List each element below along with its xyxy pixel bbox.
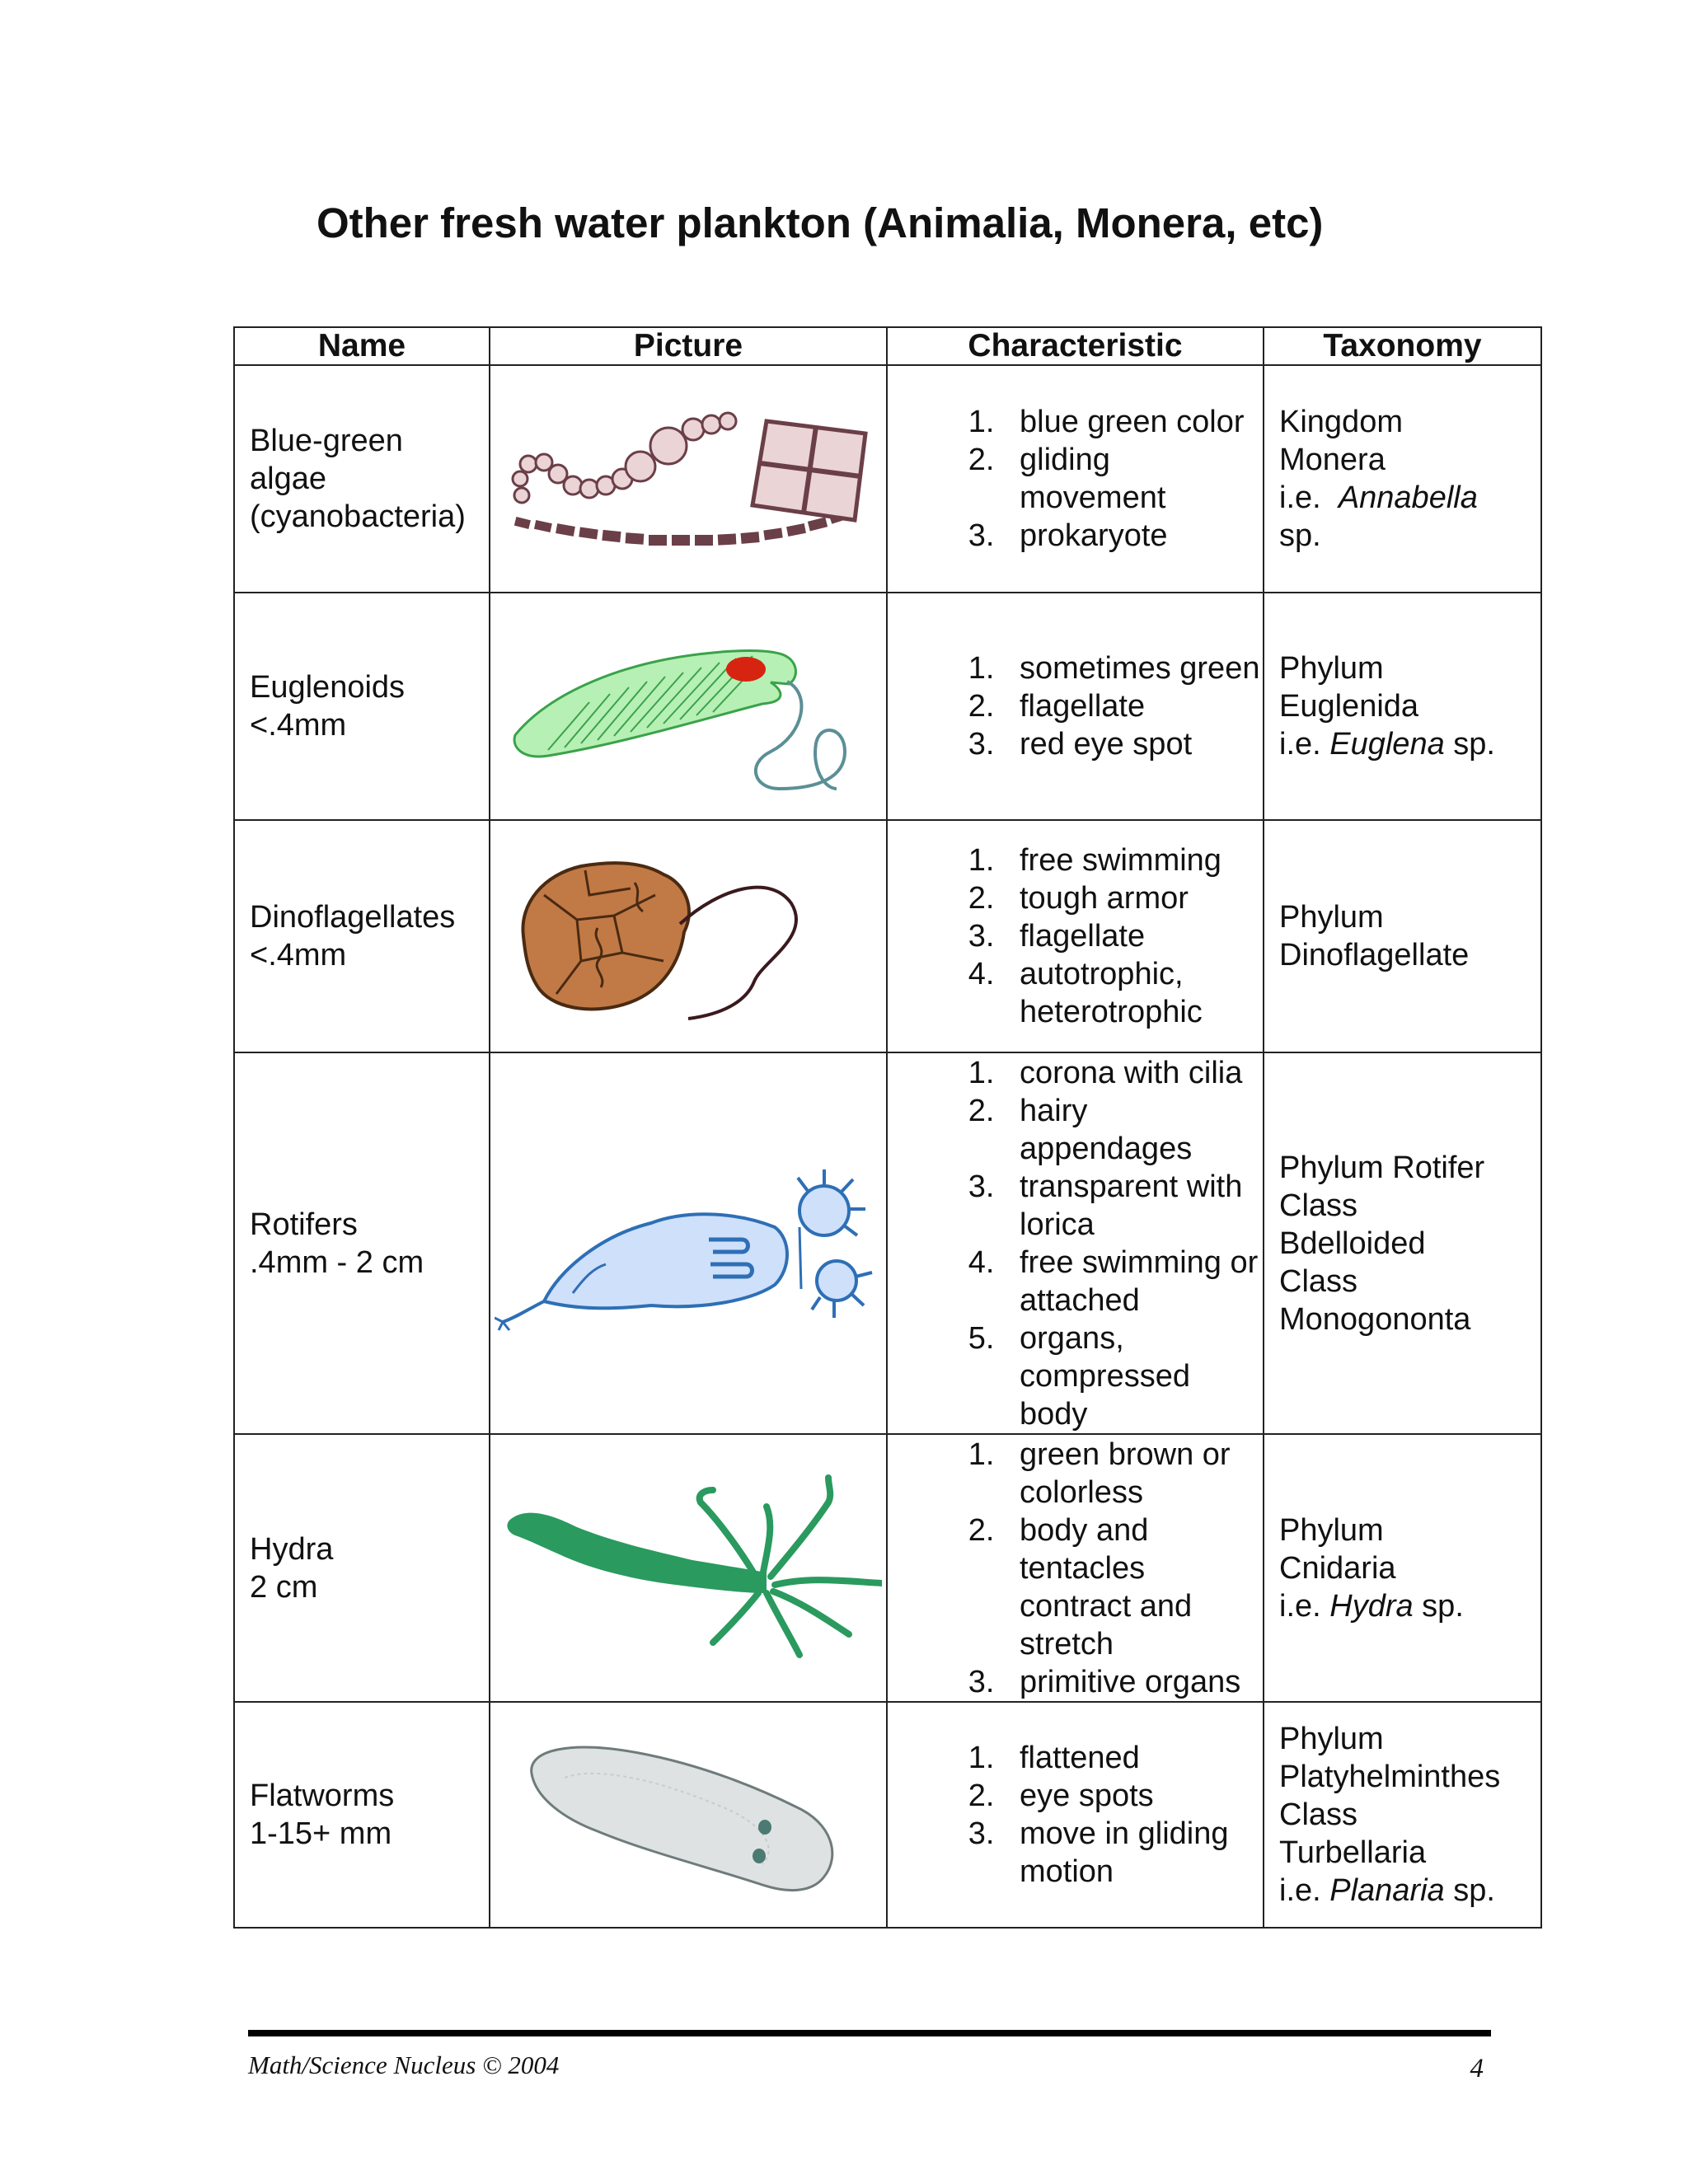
page-number: 4 [1470, 2054, 1484, 2083]
column-header-taxonomy: Taxonomy [1264, 327, 1541, 365]
picture-cell [490, 1702, 887, 1928]
list-item: 2. body and tentacles contract and stretch [1003, 1511, 1263, 1663]
taxonomy-cell [1264, 1702, 1541, 1928]
table-header-row [234, 327, 1541, 365]
hydra-drawing [495, 1469, 882, 1667]
column-header-name: Name [234, 327, 490, 365]
flatworm-drawing [515, 1732, 861, 1897]
genus-name: Euglena [1329, 727, 1445, 762]
list-item: 2. eye spots [1003, 1777, 1263, 1815]
characteristics-list [888, 403, 1263, 555]
name-line: .4mm - 2 cm [250, 1244, 424, 1280]
organism-name-cell [234, 1052, 490, 1434]
picture-cell [490, 1434, 887, 1702]
characteristics-list [888, 649, 1263, 763]
characteristics-cell [887, 1434, 1264, 1702]
taxonomy-line: Kingdom [1279, 405, 1403, 439]
footer-publisher: Math/Science Nucleus © 2004 [248, 2050, 560, 2079]
list-item: 1. corona with cilia [1003, 1054, 1263, 1092]
list-item: 2. flagellate [1003, 687, 1263, 725]
taxonomy-line: Euglenida [1279, 689, 1419, 724]
list-item: 3. primitive organs [1003, 1663, 1263, 1701]
taxonomy-cell [1264, 365, 1541, 593]
taxonomy-line: sp. [1279, 518, 1321, 553]
table-row [234, 1052, 1541, 1434]
table-row [234, 820, 1541, 1052]
name-line: Rotifers [250, 1207, 358, 1242]
name-line: <.4mm [250, 938, 347, 972]
taxonomy-line: i.e. Euglena sp. [1279, 727, 1495, 762]
characteristics-cell [887, 1052, 1264, 1434]
characteristics-cell [887, 820, 1264, 1052]
picture-cell [490, 593, 887, 820]
taxonomy-line: Class [1279, 1188, 1358, 1223]
name-line: algae [250, 462, 326, 496]
list-item: 1. blue green color [1003, 403, 1263, 441]
taxonomy-line: Platyhelminthes [1279, 1760, 1501, 1794]
taxonomy-line: Monera [1279, 443, 1386, 477]
plankton-table [233, 326, 1542, 1929]
list-item: 3. red eye spot [1003, 725, 1263, 763]
organism-name-cell [234, 1702, 490, 1928]
list-item: 1. green brown or colorless [1003, 1436, 1263, 1511]
list-item: 3. flagellate [1003, 917, 1263, 955]
list-item: 3. prokaryote [1003, 517, 1263, 555]
characteristics-list [888, 1436, 1263, 1701]
list-item: 4. free swimming or attached [1003, 1244, 1263, 1319]
organism-name-cell [234, 820, 490, 1052]
name-line: 1-15+ mm [250, 1816, 392, 1851]
genus-name: Hydra [1329, 1588, 1414, 1624]
taxonomy-line: Phylum [1279, 1512, 1384, 1548]
list-item: 3. move in gliding motion [1003, 1815, 1263, 1891]
list-item: 1. free swimming [1003, 841, 1263, 879]
table-row [234, 365, 1541, 593]
picture-cell [490, 820, 887, 1052]
taxonomy-line: Monogononta [1279, 1301, 1471, 1337]
name-line: Flatworms [250, 1779, 395, 1813]
characteristics-list [888, 1054, 1263, 1433]
list-item: 5. organs, compressed body [1003, 1319, 1263, 1433]
column-header-picture: Picture [490, 327, 887, 365]
name-line: Hydra [250, 1531, 334, 1567]
name-line: (cyanobacteria) [250, 499, 466, 534]
taxonomy-line: Phylum Rotifer [1279, 1150, 1485, 1185]
table-row [234, 593, 1541, 820]
organism-name-cell [234, 1434, 490, 1702]
list-item: 3. transparent with lorica [1003, 1168, 1263, 1244]
list-item: 2. hairy appendages [1003, 1092, 1263, 1168]
taxonomy-cell [1264, 593, 1541, 820]
taxonomy-line: i.e. Annabella [1279, 480, 1478, 515]
organism-name-cell [234, 593, 490, 820]
taxonomy-cell [1264, 820, 1541, 1052]
genus-name: Planaria [1329, 1873, 1445, 1908]
name-line: <.4mm [250, 708, 347, 743]
list-item: 2. gliding movement [1003, 441, 1263, 517]
genus-name: Annabella [1338, 480, 1478, 515]
rotifer-drawing [495, 1145, 882, 1343]
taxonomy-line: i.e. Planaria sp. [1279, 1873, 1495, 1908]
characteristics-list [888, 841, 1263, 1031]
taxonomy-cell [1264, 1434, 1541, 1702]
name-line: Dinoflagellates [250, 900, 456, 935]
cyanobacteria-drawing [499, 396, 878, 561]
picture-cell [490, 365, 887, 593]
taxonomy-line: Dinoflagellate [1279, 938, 1470, 972]
column-header-characteristic: Characteristic [887, 327, 1264, 365]
euglena-drawing [499, 612, 878, 801]
name-line: Blue-green [250, 424, 403, 458]
table-row [234, 1702, 1541, 1928]
taxonomy-line: Phylum [1279, 651, 1384, 686]
list-item: 4. autotrophic, heterotrophic [1003, 955, 1263, 1031]
characteristics-cell [887, 365, 1264, 593]
name-line: Euglenoids [250, 670, 406, 705]
taxonomy-line: Class [1279, 1263, 1358, 1299]
taxonomy-line: i.e. Hydra sp. [1279, 1588, 1464, 1624]
characteristics-list [888, 1739, 1263, 1891]
taxonomy-line: Cnidaria [1279, 1550, 1396, 1586]
list-item: 2. tough armor [1003, 879, 1263, 917]
taxonomy-line: Phylum [1279, 900, 1384, 935]
characteristics-cell [887, 1702, 1264, 1928]
footer-divider [248, 2030, 1491, 2036]
taxonomy-cell [1264, 1052, 1541, 1434]
list-item: 1. flattened [1003, 1739, 1263, 1777]
taxonomy-line: Bdelloided [1279, 1226, 1426, 1261]
characteristics-cell [887, 593, 1264, 820]
name-line: 2 cm [250, 1569, 318, 1605]
taxonomy-line: Turbellaria [1279, 1835, 1427, 1870]
organism-name-cell [234, 365, 490, 593]
page-title: Other fresh water plankton (Animalia, Monera, etc) [316, 199, 1324, 246]
taxonomy-line: Class [1279, 1797, 1358, 1832]
list-item: 1. sometimes green [1003, 649, 1263, 687]
taxonomy-line: Phylum [1279, 1722, 1384, 1756]
dinoflagellate-drawing [499, 837, 878, 1035]
picture-cell [490, 1052, 887, 1434]
table-row [234, 1434, 1541, 1702]
